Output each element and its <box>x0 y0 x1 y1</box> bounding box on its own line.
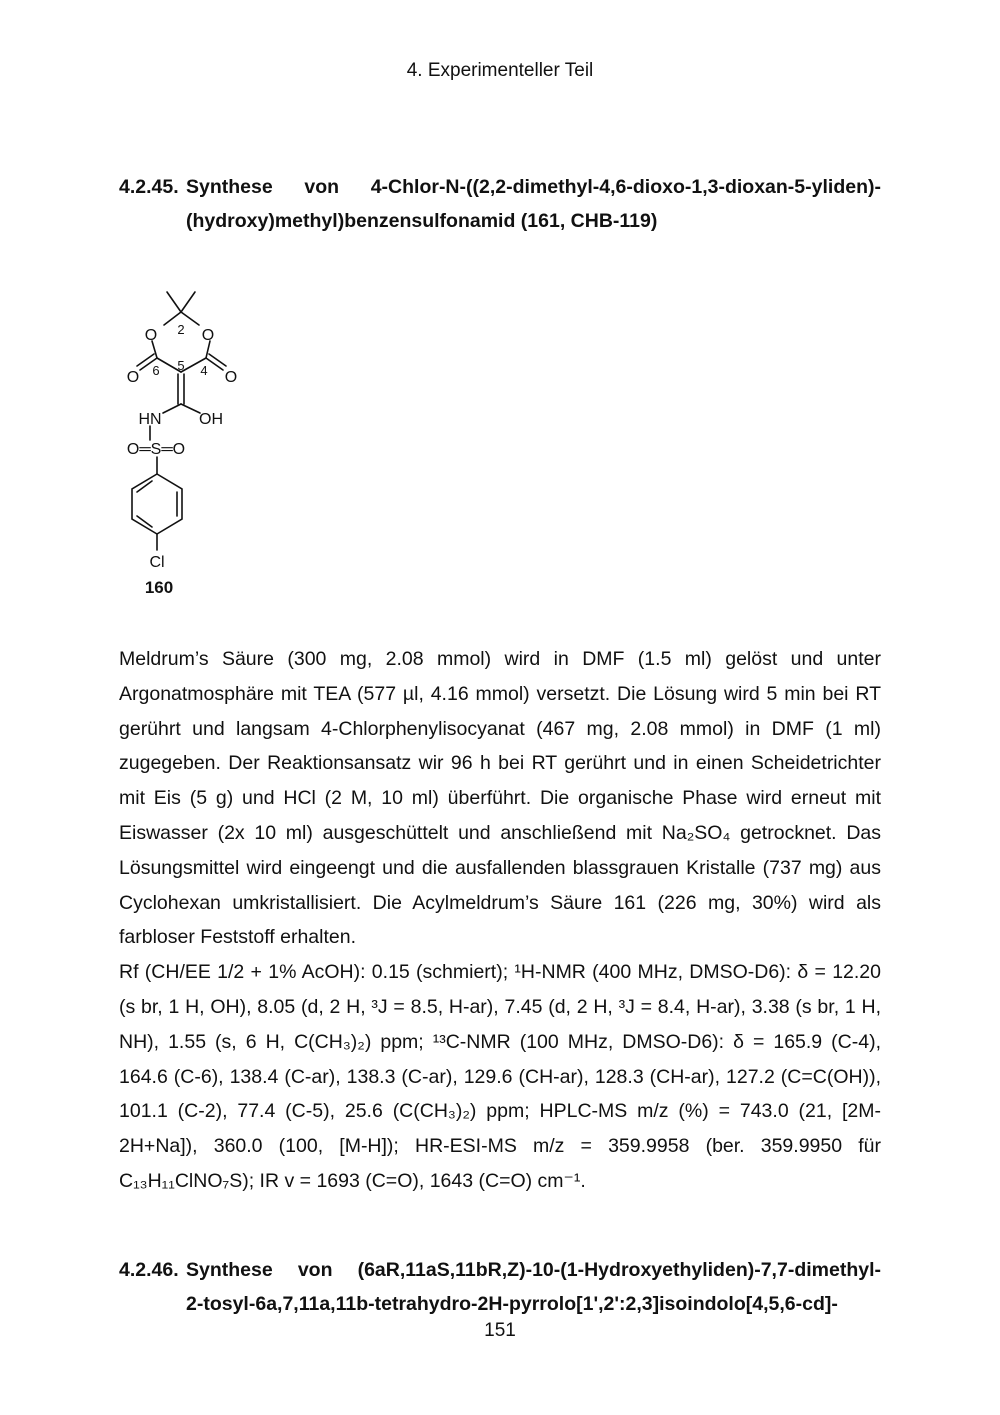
compound-number: 160 <box>144 578 174 597</box>
atom-label-o: O <box>224 369 238 386</box>
locant-label: 2 <box>177 322 185 337</box>
section-number: 4.2.45. <box>119 176 179 198</box>
atom-label-sulfonyl: O═S═O <box>126 441 186 458</box>
atom-label-o: O <box>126 369 140 386</box>
page-number: 151 <box>484 1320 516 1341</box>
title-word: 4-Chlor-N-((2,2-dimethyl-4,6-dioxo-1,3-dioxan-5-yliden)- <box>370 176 881 198</box>
locant-label: 6 <box>152 363 160 378</box>
atom-label-o: O <box>144 327 158 344</box>
title-word: (6aR,11aS,11bR,Z)-10-(1-Hydroxyethyliden)-7,7-dimethyl- <box>357 1259 881 1281</box>
section-heading-4-2-45 <box>119 170 881 238</box>
section-heading-4-2-46 <box>119 1253 881 1321</box>
experimental-text <box>119 642 881 1199</box>
atom-label-nh: HN <box>138 411 162 428</box>
chemical-structure <box>100 280 260 610</box>
running-header: 4. Experimenteller Teil <box>406 60 594 81</box>
section-title-line-2: (hydroxy)methyl)benzensulfonamid (161, CHB-119) <box>186 210 658 232</box>
title-word: Synthese <box>186 1259 273 1281</box>
locant-label: 4 <box>200 363 208 378</box>
procedure-paragraph: Meldrum’s Säure (300 mg, 2.08 mmol) wird in DMF (1.5 ml) gelöst und unter Argonatmosphäre mit TEA (577 µl, 4.16 mmol) versetzt. Die Lösung wird 5 min bei RT gerührt und langsam 4-Chlorphenylisocyanat (467 mg, 2.08 mmol) in DMF (1 ml) zugegeben. Der Reaktionsansatz wir 96 h bei RT gerührt und in einen Scheidetrichter mit Eis (5 g) und HCl (2 M, 10 ml) überführt. Die organische Phase wird erneut mit Eiswasser (2x 10 ml) ausgeschüttelt und anschließend mit Na₂SO₄ getrocknet. Das Lösungsmittel wird eingeengt und die ausfallenden blassgrauen Kristalle (737 mg) aus Cyclohexan umkristallisiert. Die Acylmeldrum’s Säure 161 (226 mg, 30%) wird als farbloser Feststoff erhalten. <box>119 648 881 949</box>
atom-label-oh: OH <box>199 411 223 428</box>
title-word: von <box>304 176 340 198</box>
section-number: 4.2.46. <box>119 1259 179 1281</box>
atom-label-o: O <box>201 327 215 344</box>
title-word: von <box>297 1259 333 1281</box>
section-title-line-1 <box>186 1253 881 1287</box>
section-title-line-1 <box>186 170 881 204</box>
characterization-paragraph: Rf (CH/EE 1/2 + 1% AcOH): 0.15 (schmiert); ¹H-NMR (400 MHz, DMSO-D6): δ = 12.20 (s br, 1 H, OH), 8.05 (d, 2 H, ³J = 8.5, H-ar), 7.45 (d, 2 H, ³J = 8.4, H-ar), 3.38 (s br, 1 H, NH), 1.55 (s, 6 H, C(CH₃)₂) ppm; ¹³C-NMR (100 MHz, DMSO-D6): δ = 165.9 (C-4), 164.6 (C-6), 138.4 (C-ar), 138.3 (C-ar), 129.6 (CH-ar), 128.3 (CH-ar), 127.2 (C=C(OH)), 101.1 (C-2), 77.4 (C-5), 25.6 (C(CH₃)₂) ppm; HPLC-MS m/z (%) = 743.0 (21, [2M-2H+Na]), 360.0 (100, [M-H]); HR-ESI-MS m/z = 359.9958 (ber. 359.9950 für C₁₃H₁₁ClNO₇S); IR v = 1693 (C=O), 1643 (C=O) cm⁻¹. <box>119 961 881 1192</box>
atom-label-cl: Cl <box>149 554 165 571</box>
title-word: Synthese <box>186 176 273 198</box>
section-title-line-2: 2-tosyl-6a,7,11a,11b-tetrahydro-2H-pyrrolo[1',2':2,3]isoindolo[4,5,6-cd]- <box>186 1293 838 1315</box>
locant-label: 5 <box>177 358 185 373</box>
